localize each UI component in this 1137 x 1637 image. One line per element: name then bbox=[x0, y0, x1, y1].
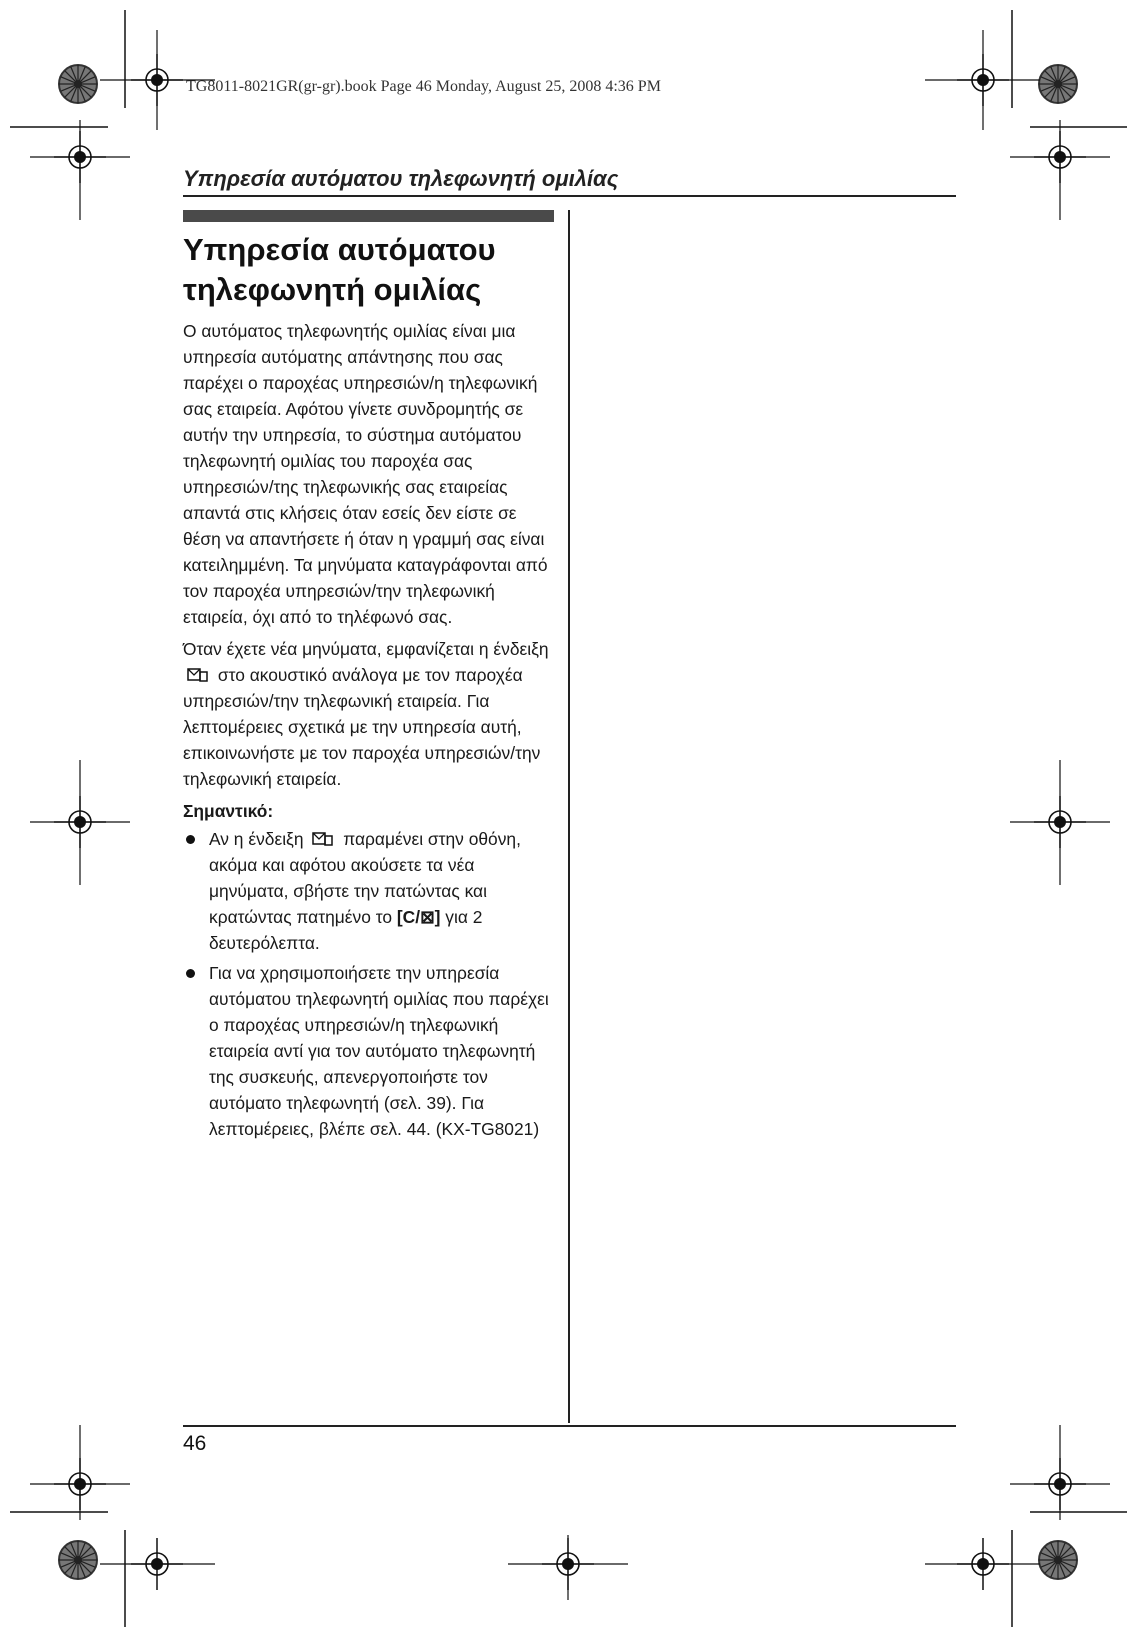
bullet-2-text: Για να χρησιμοποιήσετε την υπηρεσία αυτόματου τηλεφωνητή ομιλίας που παρέχει ο παροχέας υπηρεσιών/η τηλεφωνική εταιρεία αντί για τον αυτόματο τηλεφωνητή της συσκευής, απενεργοποιήστε τον αυτόματο τηλεφωνητή (σελ. 39). Για λεπτομέρειες, βλέπε σελ. 44. (KX-TG8021) bbox=[209, 963, 549, 1139]
bullet-1-text-b: παραμένει στην οθόνη, ακόμα και αφότου ακούσετε τα νέα μηνύματα, σβήστε την πατώντας και κρατώντας πατημένο το bbox=[209, 829, 521, 927]
color-wheel-mark bbox=[59, 65, 97, 103]
color-wheel-mark bbox=[59, 1541, 97, 1579]
title-line-1: Υπηρεσία αυτόματου bbox=[183, 232, 496, 267]
clear-key-label: [C/⊠] bbox=[396, 907, 441, 927]
page-number: 46 bbox=[183, 1432, 207, 1455]
color-wheel-mark bbox=[1039, 65, 1077, 103]
paragraph-indicator-text-b: στο ακουστικό ανάλογα με τον παροχέα υπηρεσιών/την τηλεφωνική εταιρεία. Για λεπτομέρειες σχετικά με την υπηρεσία αυτή, επικοινωνήστε με τον παροχέα υπηρεσιών/την τηλεφωνική εταιρεία. bbox=[183, 665, 541, 789]
paragraph-intro: Ο αυτόματος τηλεφωνητής ομιλίας είναι μια υπηρεσία αυτόματης απάντησης που σας παρέχει ο παροχέας υπηρεσιών/η τηλεφωνική σας εταιρεία. Αφότου γίνετε συνδρομητής σε αυτήν την υπηρεσία, το σύστημα αυτόματου τηλεφωνητή ομιλίας του παροχέα σας υπηρεσιών/της τηλεφωνικής σας εταιρείας απαντά στις κλήσεις όταν εσείς δεν είστε σε θέση να απαντήσετε ή όταν η γραμμή σας είναι κατειλημμένη. Τα μηνύματα καταγράφονται από τον παροχέα υπηρεσιών/την τηλεφωνική εταιρεία, όχι από το τηλέφωνό σας. bbox=[183, 321, 548, 627]
important-heading: Σημαντικό: bbox=[183, 801, 274, 821]
running-head: Υπηρεσία αυτόματου τηλεφωνητή ομιλίας bbox=[183, 166, 619, 191]
bullet-1-text-a: Αν η ένδειξη bbox=[209, 829, 304, 849]
paragraph-indicator-text-a: Όταν έχετε νέα μηνύματα, εμφανίζεται η ένδειξη bbox=[183, 639, 549, 659]
bullet-1-text-c: για 2 δευτερόλεπτα. bbox=[209, 907, 483, 953]
color-wheel-mark bbox=[1039, 1541, 1077, 1579]
print-slug: TG8011-8021GR(gr-gr).book Page 46 Monday, August 25, 2008 4:36 PM bbox=[186, 78, 661, 95]
title-line-2: τηλεφωνητή ομιλίας bbox=[183, 272, 482, 307]
